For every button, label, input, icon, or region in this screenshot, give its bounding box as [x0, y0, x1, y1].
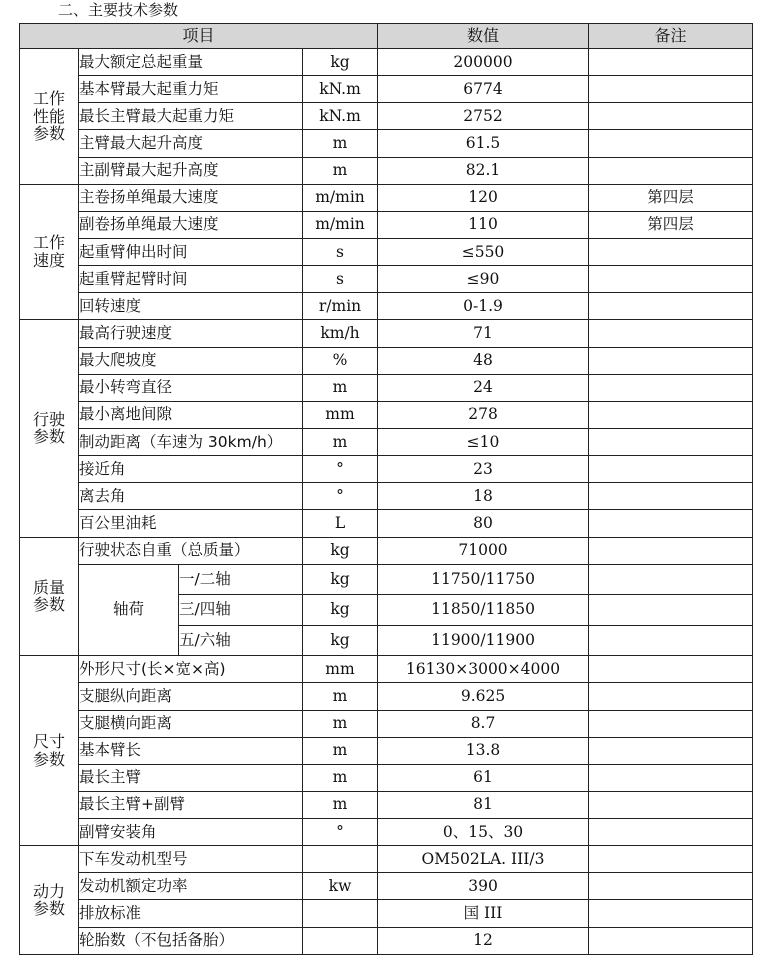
param-note	[589, 320, 753, 347]
table-row	[20, 428, 753, 455]
table-row	[20, 184, 753, 211]
param-note	[589, 49, 753, 76]
param-name: 副臂安装角	[79, 819, 303, 846]
axle-load-label: 轴荷	[79, 564, 179, 656]
param-unit: s	[303, 238, 378, 265]
table-row	[20, 656, 753, 683]
param-unit: r/min	[303, 293, 378, 320]
param-name: 行驶状态自重（总质量）	[79, 537, 303, 564]
table-row	[20, 103, 753, 130]
table-row	[20, 293, 753, 320]
param-value: 16130×3000×4000	[378, 656, 589, 683]
param-name: 离去角	[79, 483, 303, 510]
param-note: 第四层	[589, 184, 753, 211]
param-name: 起重臂伸出时间	[79, 238, 303, 265]
group-label	[20, 656, 79, 846]
param-note	[589, 510, 753, 537]
param-note	[589, 347, 753, 374]
param-unit	[303, 927, 378, 954]
param-note	[589, 130, 753, 157]
param-note	[589, 900, 753, 927]
group-label	[20, 537, 79, 656]
table-row	[20, 49, 753, 76]
param-unit: kg	[303, 537, 378, 564]
table-row	[20, 927, 753, 954]
param-unit: °	[303, 819, 378, 846]
section-title: 二、主要技术参数	[58, 1, 179, 19]
param-unit: kg	[303, 625, 378, 656]
param-value: 278	[378, 401, 589, 428]
param-value: 71	[378, 320, 589, 347]
param-name: 副卷扬单绳最大速度	[79, 211, 303, 238]
param-name: 轮胎数（不包括备胎）	[79, 927, 303, 954]
table-row	[20, 374, 753, 401]
param-unit: m	[303, 764, 378, 791]
param-note	[589, 103, 753, 130]
param-value: 24	[378, 374, 589, 401]
group-label-line: 参数	[32, 899, 65, 919]
param-unit	[303, 900, 378, 927]
group-label-line: 参数	[32, 595, 65, 615]
table-row	[20, 238, 753, 265]
axle-name: 五/六轴	[179, 625, 303, 656]
param-note: 第四层	[589, 211, 753, 238]
param-note	[589, 266, 753, 293]
param-note	[589, 873, 753, 900]
param-name: 外形尺寸(长×宽×高)	[79, 656, 303, 683]
param-unit: kw	[303, 873, 378, 900]
table-row	[20, 76, 753, 103]
table-row	[20, 737, 753, 764]
param-unit: °	[303, 456, 378, 483]
param-note	[589, 401, 753, 428]
param-name: 最小离地间隙	[79, 401, 303, 428]
param-note	[589, 819, 753, 846]
param-value: 48	[378, 347, 589, 374]
param-unit: m	[303, 157, 378, 184]
table-row	[20, 510, 753, 537]
param-value: 12	[378, 927, 589, 954]
param-unit: L	[303, 510, 378, 537]
param-value: 71000	[378, 537, 589, 564]
param-value: ≤90	[378, 266, 589, 293]
param-name: 制动距离（车速为 30km/h）	[79, 428, 303, 455]
group-label-line: 动力	[32, 881, 65, 901]
param-value: 120	[378, 184, 589, 211]
param-note	[589, 483, 753, 510]
header-row	[20, 24, 753, 49]
param-name: 主臂最大起升高度	[79, 130, 303, 157]
param-note	[589, 76, 753, 103]
param-value: 0-1.9	[378, 293, 589, 320]
group-label	[20, 49, 79, 185]
param-value: 国 III	[378, 900, 589, 927]
param-unit: °	[303, 483, 378, 510]
param-note	[589, 564, 753, 595]
param-unit: kg	[303, 564, 378, 595]
param-value: 80	[378, 510, 589, 537]
table-row	[20, 157, 753, 184]
param-name: 最高行驶速度	[79, 320, 303, 347]
param-name: 回转速度	[79, 293, 303, 320]
param-unit: kN.m	[303, 76, 378, 103]
param-value: 82.1	[378, 157, 589, 184]
param-unit: m	[303, 737, 378, 764]
param-unit: %	[303, 347, 378, 374]
param-unit: s	[303, 266, 378, 293]
param-value: 11900/11900	[378, 625, 589, 656]
table-row	[20, 683, 753, 710]
param-value: 8.7	[378, 710, 589, 737]
table-row	[20, 873, 753, 900]
param-note	[589, 737, 753, 764]
param-name: 下车发动机型号	[79, 846, 303, 873]
param-name: 接近角	[79, 456, 303, 483]
param-name: 最大额定总起重量	[79, 49, 303, 76]
param-unit: m	[303, 710, 378, 737]
param-name: 起重臂起臂时间	[79, 266, 303, 293]
param-value: 390	[378, 873, 589, 900]
table-row	[20, 819, 753, 846]
param-unit: m/min	[303, 211, 378, 238]
param-value: 11850/11850	[378, 595, 589, 626]
param-unit: m	[303, 428, 378, 455]
group-label-line: 参数	[32, 427, 65, 447]
param-note	[589, 791, 753, 818]
table-row	[20, 320, 753, 347]
param-name: 最长主臂+副臂	[79, 791, 303, 818]
param-note	[589, 537, 753, 564]
param-value: 61	[378, 764, 589, 791]
param-note	[589, 157, 753, 184]
param-value: 110	[378, 211, 589, 238]
param-note	[589, 428, 753, 455]
table-row	[20, 537, 753, 564]
header-value: 数值	[378, 24, 589, 49]
param-value: 0、15、30	[378, 819, 589, 846]
axle-name: 一/二轴	[179, 564, 303, 595]
param-unit: m	[303, 374, 378, 401]
header-item: 项目	[20, 24, 378, 49]
param-unit: kg	[303, 595, 378, 626]
param-unit: m	[303, 683, 378, 710]
table-row	[20, 401, 753, 428]
param-name: 主卷扬单绳最大速度	[79, 184, 303, 211]
param-name: 主副臂最大起升高度	[79, 157, 303, 184]
table-row	[20, 483, 753, 510]
param-name: 最长主臂	[79, 764, 303, 791]
param-unit: m/min	[303, 184, 378, 211]
param-unit: kN.m	[303, 103, 378, 130]
table-row	[20, 266, 753, 293]
param-value: 61.5	[378, 130, 589, 157]
param-name: 基本臂最大起重力矩	[79, 76, 303, 103]
param-name: 支腿横向距离	[79, 710, 303, 737]
param-name: 百公里油耗	[79, 510, 303, 537]
param-value: 18	[378, 483, 589, 510]
group-label-line: 行驶	[32, 409, 65, 429]
param-name: 最长主臂最大起重力矩	[79, 103, 303, 130]
param-unit: mm	[303, 656, 378, 683]
group-label	[20, 846, 79, 955]
table-row	[20, 347, 753, 374]
param-name: 最小转弯直径	[79, 374, 303, 401]
param-value: ≤550	[378, 238, 589, 265]
group-label-line: 质量	[32, 577, 65, 597]
param-unit: mm	[303, 401, 378, 428]
param-note	[589, 846, 753, 873]
param-unit: kg	[303, 49, 378, 76]
param-note	[589, 374, 753, 401]
param-value: ≤10	[378, 428, 589, 455]
param-note	[589, 293, 753, 320]
param-note	[589, 625, 753, 656]
group-label-line: 工作	[32, 88, 65, 108]
group-label-line: 尺寸	[32, 732, 65, 752]
table-row	[20, 130, 753, 157]
param-value: 81	[378, 791, 589, 818]
param-note	[589, 456, 753, 483]
param-unit: m	[303, 791, 378, 818]
table-row	[20, 456, 753, 483]
param-value: 13.8	[378, 737, 589, 764]
param-value: 9.625	[378, 683, 589, 710]
group-label-line: 工作	[32, 233, 65, 253]
group-label	[20, 184, 79, 320]
table-row	[20, 764, 753, 791]
spec-table-body	[20, 49, 753, 955]
group-label-line: 性能	[32, 106, 65, 126]
param-value: OM502LA. III/3	[378, 846, 589, 873]
param-note	[589, 683, 753, 710]
table-row	[20, 846, 753, 873]
param-value: 200000	[378, 49, 589, 76]
group-label-line: 参数	[32, 124, 65, 144]
param-unit: km/h	[303, 320, 378, 347]
param-note	[589, 764, 753, 791]
param-note	[589, 656, 753, 683]
table-row	[20, 900, 753, 927]
param-value: 6774	[378, 76, 589, 103]
param-value: 11750/11750	[378, 564, 589, 595]
table-row	[20, 791, 753, 818]
axle-name: 三/四轴	[179, 595, 303, 626]
param-name: 最大爬坡度	[79, 347, 303, 374]
param-value: 2752	[378, 103, 589, 130]
table-row	[20, 710, 753, 737]
param-unit: m	[303, 130, 378, 157]
spec-table	[19, 23, 753, 955]
param-name: 支腿纵向距离	[79, 683, 303, 710]
table-row	[20, 564, 753, 595]
param-name: 基本臂长	[79, 737, 303, 764]
param-unit	[303, 846, 378, 873]
group-label	[20, 320, 79, 537]
param-note	[589, 710, 753, 737]
param-name: 发动机额定功率	[79, 873, 303, 900]
group-label-line: 参数	[32, 749, 65, 769]
param-name: 排放标准	[79, 900, 303, 927]
param-note	[589, 595, 753, 626]
param-note	[589, 927, 753, 954]
param-note	[589, 238, 753, 265]
header-note: 备注	[589, 24, 753, 49]
group-label-line: 速度	[32, 251, 65, 271]
table-row	[20, 211, 753, 238]
param-value: 23	[378, 456, 589, 483]
